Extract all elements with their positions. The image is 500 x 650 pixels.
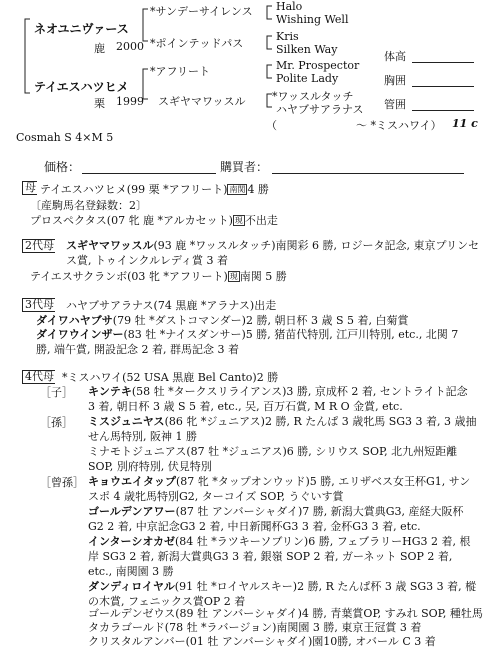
dam-line2: 〔産駒馬名登録数：2〕 (30, 199, 147, 212)
field-height-line[interactable] (412, 62, 474, 63)
gen3-6: Polite Lady (276, 72, 339, 85)
g3-child1-name: ダイワハヤブサ (36, 314, 113, 327)
field-height-label: 体高 (384, 50, 406, 63)
buyer-line[interactable] (272, 173, 464, 174)
g3-child1-text: (79 牡 *ダストコマンダー)2 勝, 朝日杯 3 歳 S 5 着, 白菊賞 (112, 314, 409, 327)
g2-sub-tail: 南関 5 勝 (239, 270, 287, 283)
gen2-dam-dam: スギヤマワッスル (158, 95, 246, 108)
g2-main-name: スギヤマワッスル (66, 239, 154, 252)
gen3-7: *ワッスルタッチ (272, 90, 354, 103)
gen2-dam-sire: *アフリート (150, 65, 211, 78)
g4-mago2: ミナモトジュニアス(87 牡 *ジュニアス)6 勝, シリウス SOP, 北九州短距離 SOP, 別府特別, 伏見特別 (88, 445, 458, 473)
g4-ko-text: (58 牡 *タークスリライアンス)3 勝, 京成杯 2 着, セントライト記念 3 着, 朝日杯 3 歳 S 5 着, etc., 㕦, 百万石賞, M R O 金賞, etc. (88, 385, 468, 413)
g4-himago4-name: ダンディロイヤル (88, 580, 175, 593)
dam-line3-text: プロスペクタス(07 牝 鹿 *アルカセット) (30, 214, 233, 227)
g4-himago1 (88, 474, 478, 504)
g2-main (66, 238, 484, 268)
dam-line1 (40, 181, 269, 197)
section-g2-label: 2代母 (22, 239, 55, 253)
gen3-5: Mr. Prospector (276, 59, 360, 72)
pedigree-note-count: 11 c (452, 117, 478, 130)
g2-sub-mark: 現 (229, 272, 238, 281)
g4-himago2-name: ゴールデンアワー (88, 505, 176, 518)
g3-child2 (36, 327, 466, 357)
section-g4-label: 4代母 (22, 370, 55, 384)
dam-year: 1999 (116, 95, 144, 108)
gen3-8: ハヤブサアラナス (276, 103, 364, 116)
g2-main-text: (93 鹿 *ワッスルタッチ)南関彩 6 勝, ロジータ記念, 東京プリンセス賞, トゥインクルレディ賞 3 着 (66, 239, 480, 267)
g4-himago6: タカラゴールド(78 牡 *ラバージョン)南関園 3 勝, 東京王冠賞 3 着 (88, 621, 422, 634)
dam-color: 栗 (94, 97, 105, 110)
dam-line1-mark: 南関 (229, 185, 246, 194)
g4-himago3 (88, 534, 478, 579)
g4-himago5: ゴールデンゼウス(89 牡 アンバーシャダイ)4 勝, 青葉賞OP, すみれ SOP, 種牡馬 (88, 607, 483, 620)
g4-mago1 (88, 414, 478, 444)
dam-line1-tail: 4 勝 (247, 183, 269, 196)
dam-line3-tail: 不出走 (244, 214, 278, 227)
dam-line1-text: テイエスハツヒメ(99 栗 *アフリート) (40, 183, 228, 196)
g4-himago7: クリスタルアンバー(01 牡 アンバーシャダイ)園10勝, オバール C 3 着 (88, 635, 436, 648)
sire-year: 2000 (116, 40, 144, 53)
g4-himago1-name: キョウエイタップ (88, 475, 176, 488)
g4-himago4-text: (91 牡 *ロイヤルスキー)2 勝, R たんぱ杯 3 歳 SG3 3 着, 樅の木賞, フェニックス賞OP 2 着 (88, 580, 477, 608)
section-g3-label: 3代母 (22, 298, 55, 312)
g2-sub-text: テイエスサクランボ(03 牝 *アフリート) (30, 270, 228, 283)
g4-ko (88, 384, 478, 414)
g4-himago1-text: (87 牝 *タップオンウッド)5 勝, エリザベス女王杯G1, サンスポ 4 歳牝馬特別G2, ターコイズ SOP, うぐいす賞 (88, 475, 471, 503)
inbreeding-cross: Cosmah S 4×M 5 (16, 131, 114, 144)
g4-himago2 (88, 504, 478, 534)
dam-line3 (30, 212, 278, 228)
g3-child1 (36, 312, 408, 328)
g2-sub (30, 268, 287, 284)
g4-himago2-text: (87 牡 アンバーシャダイ)7 勝, 新潟大賞典G3, 産経大阪杯G2 2 着, 中京記念G3 2 着, 中日新聞杯G3 3 着, 金杯G3 3 着, etc. (88, 505, 464, 533)
pedigree-note-close: ～ *ミスハワイ） (356, 119, 442, 132)
g4-himago3-name: インターシオカゼ (88, 535, 176, 548)
g3-child2-name: ダイワウインザー (36, 328, 124, 341)
dam-line3-mark: 現 (234, 216, 243, 225)
section-dam-label: 母 (22, 181, 37, 195)
field-chest-label: 胸囲 (384, 74, 406, 87)
field-cannon-label: 管囲 (384, 98, 406, 111)
gen3-4: Silken Way (276, 43, 338, 56)
field-cannon-line[interactable] (412, 110, 474, 111)
price-label: 価格： (44, 160, 81, 174)
g4-mago1-name: ミスジュニヤス (88, 415, 165, 428)
gen3-2: Wishing Well (276, 13, 349, 26)
gen2-sire-dam: *ポインテッドパス (150, 37, 244, 50)
g4-himago3-text: (84 牡 *ラツキーソブリン)6 勝, フェブラリーHG3 2 着, 根岸 SG3 2 着, 新潟大賞典G3 3 着, 銀嶺 SOP 2 着, ガーネット SOP 2 着, etc., 南関園 3 勝 (88, 535, 471, 578)
g4-mago1-text: (86 牝 *ジュニアス)2 勝, R たんぱ 3 歳牝馬 SG3 3 着, 3 歳抽せん馬特別, 阪神 1 勝 (88, 415, 477, 443)
g4-mago-label: ［孫］ (40, 416, 73, 429)
dam-name: テイエスハツヒメ (34, 80, 129, 94)
price-line[interactable] (82, 173, 216, 174)
gen3-1: Halo (276, 0, 303, 13)
g4-himago-label: ［曾孫］ (40, 476, 84, 489)
gen3-3: Kris (276, 30, 299, 43)
sire-name: ネオユニヴァース (34, 22, 129, 36)
g3-line1: ハヤブサアラナス(74 黒鹿 *アラナス)出走 (66, 299, 277, 312)
g4-line1: *ミスハワイ(52 USA 黒鹿 Bel Canto)2 勝 (62, 371, 279, 384)
g3-child2-text: (83 牡 *ナイスダンサー)5 勝, 猪苗代特別, 江戸川特別, etc., 北関 7 勝, 端午賞, 開設記念 2 着, 群馬記念 3 着 (36, 328, 459, 356)
pedigree-note-open: （ (266, 119, 277, 132)
g4-ko-label: ［子］ (40, 386, 73, 399)
buyer-label: 購買者： (220, 160, 269, 174)
g4-ko-name: キンテキ (88, 385, 132, 398)
sire-color: 鹿 (94, 42, 105, 55)
field-chest-line[interactable] (412, 86, 474, 87)
gen2-sire-sire: *サンデーサイレンス (150, 5, 253, 18)
